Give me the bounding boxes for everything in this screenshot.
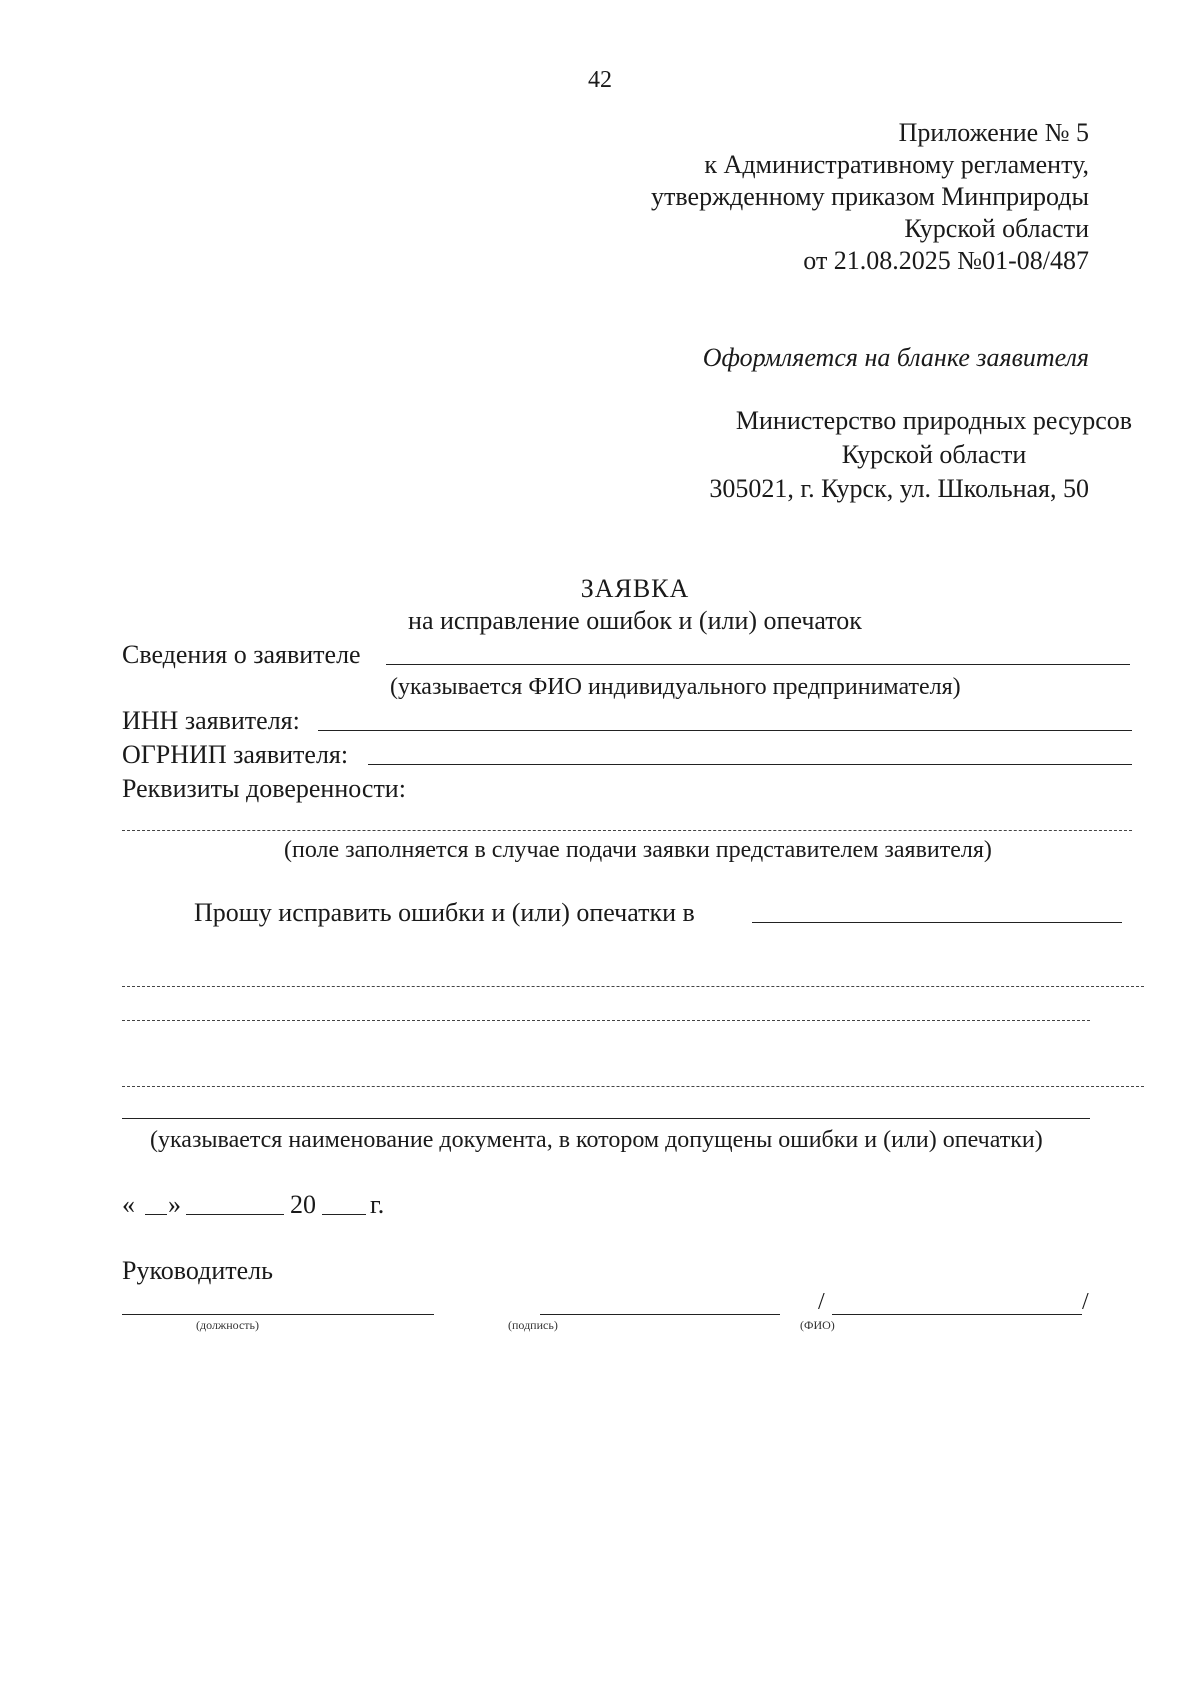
form-title: ЗАЯВКА	[580, 574, 690, 603]
date-open-quote: «	[122, 1190, 135, 1219]
applicant-hint: (указывается ФИО индивидуального предпринимателя)	[390, 674, 961, 700]
date-day-field[interactable]	[145, 1214, 167, 1215]
request-line-2[interactable]	[122, 1020, 1090, 1021]
poa-field[interactable]	[122, 830, 1132, 831]
date-year-field[interactable]	[322, 1214, 366, 1215]
request-line-1[interactable]	[122, 986, 1144, 987]
appendix-regulation: к Административному регламенту,	[704, 150, 1089, 179]
appendix-region: Курской области	[904, 214, 1089, 243]
date-year-prefix: 20	[290, 1190, 316, 1219]
appendix-number: Приложение № 5	[898, 118, 1089, 147]
position-field[interactable]	[122, 1314, 434, 1315]
ogrnip-label: ОГРНИП заявителя:	[122, 740, 349, 769]
request-line-3[interactable]	[122, 1086, 1144, 1087]
name-hint: (ФИО)	[800, 1318, 835, 1332]
addressee-region: Курской области	[841, 440, 1027, 469]
inn-label: ИНН заявителя:	[122, 706, 300, 735]
name-field[interactable]	[832, 1314, 1082, 1315]
appendix-date: от 21.08.2025 №01-08/487	[803, 246, 1089, 275]
date-year-suffix: г.	[370, 1190, 385, 1219]
date-close-quote: »	[168, 1190, 181, 1219]
request-text: Прошу исправить ошибки и (или) опечатки в	[194, 898, 695, 927]
appendix-order: утвержденному приказом Минприроды	[651, 182, 1089, 211]
addressee-ministry: Министерство природных ресурсов	[735, 406, 1133, 435]
signature-field[interactable]	[540, 1314, 780, 1315]
addressee-address: 305021, г. Курск, ул. Школьная, 50	[709, 474, 1089, 503]
request-document-field[interactable]	[752, 922, 1122, 923]
page-number: 42	[588, 67, 612, 93]
date-month-field[interactable]	[186, 1214, 284, 1215]
head-label: Руководитель	[122, 1256, 273, 1285]
name-slash-left: /	[818, 1289, 825, 1315]
applicant-field[interactable]	[386, 664, 1130, 665]
poa-label: Реквизиты доверенности:	[122, 774, 406, 803]
applicant-label: Сведения о заявителе	[122, 640, 361, 669]
position-hint: (должность)	[196, 1318, 259, 1332]
letterhead-note: Оформляется на бланке заявителя	[702, 343, 1089, 372]
form-subtitle: на исправление ошибок и (или) опечаток	[408, 606, 862, 635]
ogrnip-field[interactable]	[368, 764, 1132, 765]
request-hint: (указывается наименование документа, в котором допущены ошибки и (или) опечатки)	[150, 1127, 1043, 1153]
name-slash-right: /	[1082, 1289, 1089, 1315]
signature-hint: (подпись)	[508, 1318, 558, 1332]
inn-field[interactable]	[318, 730, 1132, 731]
poa-hint: (поле заполняется в случае подачи заявки представителем заявителя)	[284, 837, 992, 863]
request-line-4[interactable]	[122, 1118, 1090, 1119]
